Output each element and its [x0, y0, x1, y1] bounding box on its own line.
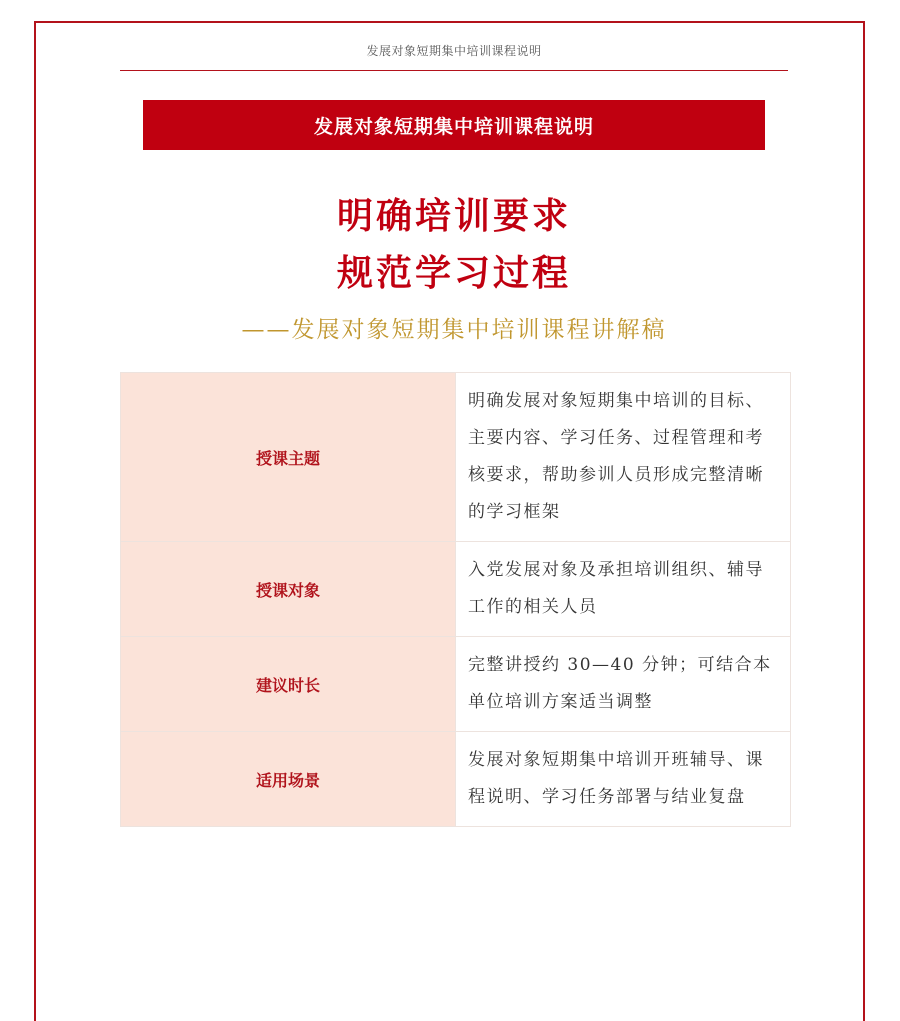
row-value: 入党发展对象及承担培训组织、辅导工作的相关人员: [456, 542, 791, 637]
row-label: 授课对象: [121, 542, 456, 637]
main-title-line-1: 明确培训要求: [336, 196, 571, 237]
table-row: [121, 637, 791, 732]
title-banner: 发展对象短期集中培训课程说明: [143, 100, 765, 150]
table-row: [121, 542, 791, 637]
header-divider: [120, 70, 788, 71]
row-label: 授课主题: [121, 373, 456, 542]
main-title-line-2: 规范学习过程: [336, 253, 571, 294]
row-value: 明确发展对象短期集中培训的目标、主要内容、学习任务、过程管理和考核要求，帮助参训人员形成完整清晰的学习框架: [456, 373, 791, 542]
table-row: [121, 373, 791, 542]
subtitle: ——发展对象短期集中培训课程讲解稿: [241, 317, 667, 343]
running-header: 发展对象短期集中培训课程说明: [366, 44, 542, 58]
row-label: 适用场景: [121, 732, 456, 827]
course-info-table: [120, 372, 791, 827]
row-value: 完整讲授约 30—40 分钟；可结合本单位培训方案适当调整: [456, 637, 791, 732]
table-row: [121, 732, 791, 827]
row-label: 建议时长: [121, 637, 456, 732]
row-value: 发展对象短期集中培训开班辅导、课程说明、学习任务部署与结业复盘: [456, 732, 791, 827]
